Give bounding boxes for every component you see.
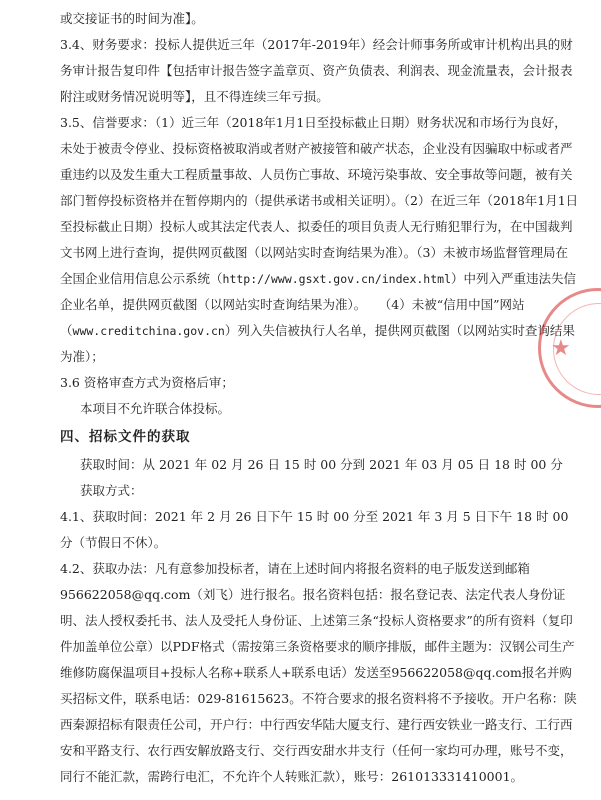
- section-heading-4: 四、招标文件的获取: [60, 429, 191, 445]
- paragraph-3-5-part-b: ）中列入严重违法失信企业名单，提供网页截图（以网站实时查询结果为准）。 （4）未被“信用中国”网站（: [60, 271, 577, 338]
- paragraph-4-2: 4.2、获取办法：凡有意参加投标者，请在上述时间内将报名资料的电子版发送到邮箱956622058@qq.com（刘飞）进行报名。报名资料包括：报名登记表、法定代表人身份证明、法人授权委托书、法人及受托人身份证、上述第三条“投标人资格要求”的所有资料（复印件加盖单位公章）以PDF格式（需按第三条资格要求的顺序排版，邮件主题为：汉钢公司生产维修防腐保温项目+投标人名称+联系人+联系电话）发送至956622058@qq.com报名并购买招标文件，联系电话：029-81615623。不符合要求的报名资料将不予接收。开户名称：陕西秦源招标有限责任公司，开户行：中行西安华陆大厦支行、建行西安铁业一路支行、工行西安和平路支行、农行西安解放路支行、交行西安甜水井支行（任何一家均可办理，账号不变，同行不能汇款，需跨行电汇，不允许个人转账汇款），账号：261013331410001。: [60, 561, 577, 784]
- paragraph-4-1: 4.1、获取时间：2021 年 2 月 26 日下午 15 时 00 分至 2021 年 3 月 5 日下午 18 时 00 分（节假日不休）。: [60, 509, 569, 550]
- paragraph-3-5: [60, 110, 579, 370]
- paragraph-3-6: 3.6 资格审查方式为资格后审；: [60, 375, 234, 390]
- seal-star-icon: ★: [551, 335, 571, 360]
- paragraph-top: 或交接证书的时间为准】。: [60, 11, 204, 26]
- paragraph-3-4: 3.4、财务要求：投标人提供近三年（2017年-2019年）经会计师事务所或审计机构出具的财务审计报告复印件【包括审计报告签字盖章页、资产负债表、利润表、现金流量表，会计报表附注或财务情况说明等】，且不得连续三年亏损。: [60, 37, 573, 104]
- url-creditchina: www.creditchina.gov.cn: [72, 324, 225, 338]
- url-gsxt: http://www.gsxt.gov.cn/index.html: [222, 272, 451, 286]
- paragraph-get-method: 获取方式：: [80, 483, 143, 498]
- paragraph-3-5-part-c: ）列入失信被执行人名单，提供网页截图（以网站实时查询结果为准）；: [60, 323, 575, 364]
- paragraph-joint-bid: 本项目不允许联合体投标。: [80, 401, 231, 416]
- paragraph-3-5-part-a: 3.5、信誉要求：（1）近三年（2018年1月1日至投标截止日期）财务状况和市场行为良好，未处于被责令停业、投标资格被取消或者财产被接管和破产状态，企业没有因骗取中标或者严重违约以及发生重大工程质量事故、人员伤亡事故、环境污染事故、安全事故等问题，被有关部门暂停投标资格并在暂停期内的（提供承诺书或相关证明）。（2）在近三年（2018年1月1日至投标截止日期）投标人或其法定代表人、拟委任的项目负责人无行贿犯罪行为，在中国裁判文书网上进行查询，提供网页截图（以网站实时查询结果为准）。（3）未被市场监督管理局在全国企业信用信息公示系统（: [60, 115, 579, 286]
- paragraph-get-time: 获取时间：从 2021 年 02 月 26 日 15 时 00 分到 2021 年 03 月 05 日 18 时 00 分: [80, 457, 563, 472]
